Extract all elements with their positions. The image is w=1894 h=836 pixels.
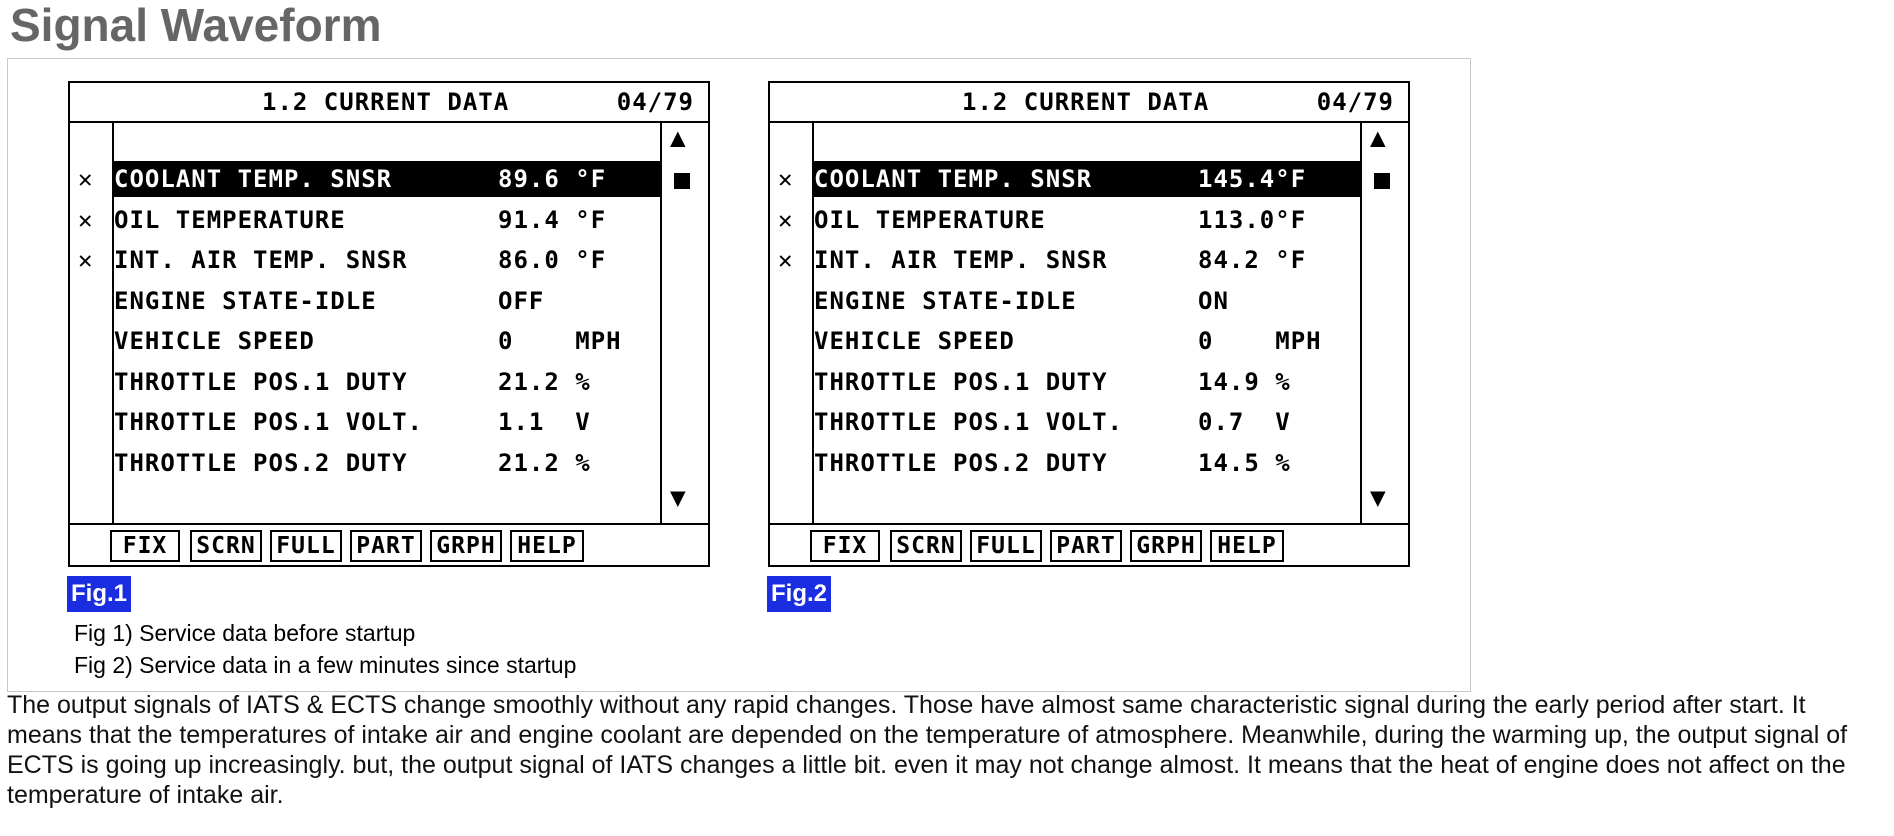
scroll-up-icon[interactable]: ▲: [670, 123, 686, 153]
function-key-scrn[interactable]: SCRN: [890, 530, 962, 562]
function-key-part[interactable]: PART: [1050, 530, 1122, 562]
page-title: Signal Waveform: [10, 0, 382, 51]
data-row[interactable]: [770, 404, 1360, 445]
parameter-name: THROTTLE POS.2 DUTY: [114, 448, 408, 477]
row-content: [814, 242, 1360, 278]
parameter-value: 0.7 V: [1198, 408, 1291, 436]
parameter-name: OIL TEMPERATURE: [814, 205, 1046, 234]
parameter-value: 14.5 %: [1198, 448, 1291, 477]
data-row[interactable]: [770, 283, 1360, 324]
data-row[interactable]: [770, 242, 1360, 283]
parameter-value: 0 MPH: [1198, 327, 1322, 355]
parameter-value: 14.9 %: [1198, 367, 1291, 396]
function-key-fix[interactable]: FIX: [110, 530, 180, 562]
parameter-value: ON: [1198, 286, 1229, 315]
row-content: [114, 161, 660, 197]
parameter-name: OIL TEMPERATURE: [114, 205, 346, 234]
function-key-grph[interactable]: GRPH: [1130, 530, 1202, 562]
parameter-name: THROTTLE POS.2 DUTY: [814, 448, 1108, 477]
parameter-value: 1.1 V: [498, 408, 591, 436]
data-row[interactable]: [770, 161, 1360, 202]
row-content: [814, 404, 1360, 440]
parameter-value: 89.6 °F: [498, 165, 607, 193]
selected-mark-icon: ✕: [778, 165, 794, 193]
row-content: [114, 242, 660, 278]
data-row[interactable]: [70, 404, 660, 445]
screen-page-counter: 04/79: [616, 88, 694, 116]
function-key-part[interactable]: PART: [350, 530, 422, 562]
parameter-name: COOLANT TEMP. SNSR: [114, 165, 393, 193]
description-paragraph: The output signals of IATS & ECTS change smoothly without any rapid changes. Those have almost same characteristic signal during the early period after start. It means that the temperatures of intake air and engine coolant are depended on the temperature of atmosphere. Meanwhile, during the warming up, the output signal of ECTS is going up increasingly. but, the output signal of IATS changes a little bit. even it may not change almost. It means that the heat of engine does not affect on the temperature of intake air.: [7, 691, 1848, 809]
function-key-grph[interactable]: GRPH: [430, 530, 502, 562]
selected-mark-icon: ✕: [78, 205, 94, 234]
row-content: [114, 404, 660, 440]
screen-title: 1.2 CURRENT DATA: [962, 88, 1210, 116]
function-key-help[interactable]: HELP: [1210, 530, 1284, 562]
scroll-thumb[interactable]: [1374, 173, 1390, 189]
parameter-name: INT. AIR TEMP. SNSR: [114, 246, 408, 274]
parameter-value: 113.0°F: [1198, 205, 1307, 234]
parameter-value: 86.0 °F: [498, 246, 607, 274]
scroll-thumb[interactable]: [674, 173, 690, 189]
data-row[interactable]: [770, 364, 1360, 405]
function-key-full[interactable]: FULL: [270, 530, 342, 562]
parameter-name: ENGINE STATE-IDLE: [114, 286, 377, 315]
scroll-up-icon[interactable]: ▲: [1370, 123, 1386, 153]
figure-panel: [7, 58, 1471, 692]
screen-page-counter: 04/79: [1316, 88, 1394, 116]
parameter-name: THROTTLE POS.1 DUTY: [814, 367, 1108, 396]
data-row[interactable]: [70, 323, 660, 364]
scan-tool-screen-2: [768, 81, 1410, 567]
function-key-help[interactable]: HELP: [510, 530, 584, 562]
data-row[interactable]: [70, 283, 660, 324]
screen-header: [70, 83, 708, 123]
row-content: [114, 202, 660, 238]
parameter-value: 21.2 %: [498, 448, 591, 477]
parameter-name: THROTTLE POS.1 DUTY: [114, 367, 408, 396]
row-content: [114, 445, 660, 481]
data-row[interactable]: [70, 202, 660, 243]
data-list: [770, 161, 1360, 485]
scrollbar-divider: [660, 121, 662, 523]
function-key-scrn[interactable]: SCRN: [190, 530, 262, 562]
data-row[interactable]: [770, 202, 1360, 243]
scrollbar-divider: [1360, 121, 1362, 523]
row-content: [114, 323, 660, 359]
row-content: [814, 283, 1360, 319]
caption-fig-1: Fig 1) Service data before startup: [74, 620, 416, 646]
parameter-value: 21.2 %: [498, 367, 591, 396]
fig-1-label: Fig.1: [67, 576, 131, 612]
fig-2-label: Fig.2: [767, 576, 831, 612]
data-row[interactable]: [70, 445, 660, 486]
row-content: [814, 364, 1360, 400]
parameter-value: 145.4°F: [1198, 165, 1307, 193]
parameter-name: VEHICLE SPEED: [814, 327, 1015, 355]
parameter-name: THROTTLE POS.1 VOLT.: [814, 408, 1123, 436]
scan-tool-screen-1: [68, 81, 710, 567]
screen-header: [770, 83, 1408, 123]
row-content: [114, 283, 660, 319]
row-content: [814, 202, 1360, 238]
data-row[interactable]: [770, 445, 1360, 486]
row-content: [114, 364, 660, 400]
screen-title: 1.2 CURRENT DATA: [262, 88, 510, 116]
scroll-down-icon[interactable]: ▼: [670, 483, 686, 513]
parameter-value: OFF: [498, 286, 545, 315]
selected-mark-icon: ✕: [778, 205, 794, 234]
function-key-bar: [70, 523, 708, 567]
function-key-fix[interactable]: FIX: [810, 530, 880, 562]
caption-fig-2: Fig 2) Service data in a few minutes since startup: [74, 652, 577, 678]
parameter-name: COOLANT TEMP. SNSR: [814, 165, 1093, 193]
scroll-down-icon[interactable]: ▼: [1370, 483, 1386, 513]
row-content: [814, 323, 1360, 359]
parameter-name: INT. AIR TEMP. SNSR: [814, 246, 1108, 274]
function-key-bar: [770, 523, 1408, 567]
selected-mark-icon: ✕: [78, 246, 94, 274]
data-row[interactable]: [70, 242, 660, 283]
row-content: [814, 445, 1360, 481]
row-content: [814, 161, 1360, 197]
selected-mark-icon: ✕: [78, 165, 94, 193]
data-list: [70, 161, 660, 485]
data-row[interactable]: [70, 364, 660, 405]
parameter-value: 84.2 °F: [1198, 246, 1307, 274]
parameter-name: ENGINE STATE-IDLE: [814, 286, 1077, 315]
data-row[interactable]: [770, 323, 1360, 364]
parameter-value: 0 MPH: [498, 327, 622, 355]
data-row[interactable]: [70, 161, 660, 202]
parameter-name: VEHICLE SPEED: [114, 327, 315, 355]
parameter-name: THROTTLE POS.1 VOLT.: [114, 408, 423, 436]
selected-mark-icon: ✕: [778, 246, 794, 274]
parameter-value: 91.4 °F: [498, 205, 607, 234]
function-key-full[interactable]: FULL: [970, 530, 1042, 562]
